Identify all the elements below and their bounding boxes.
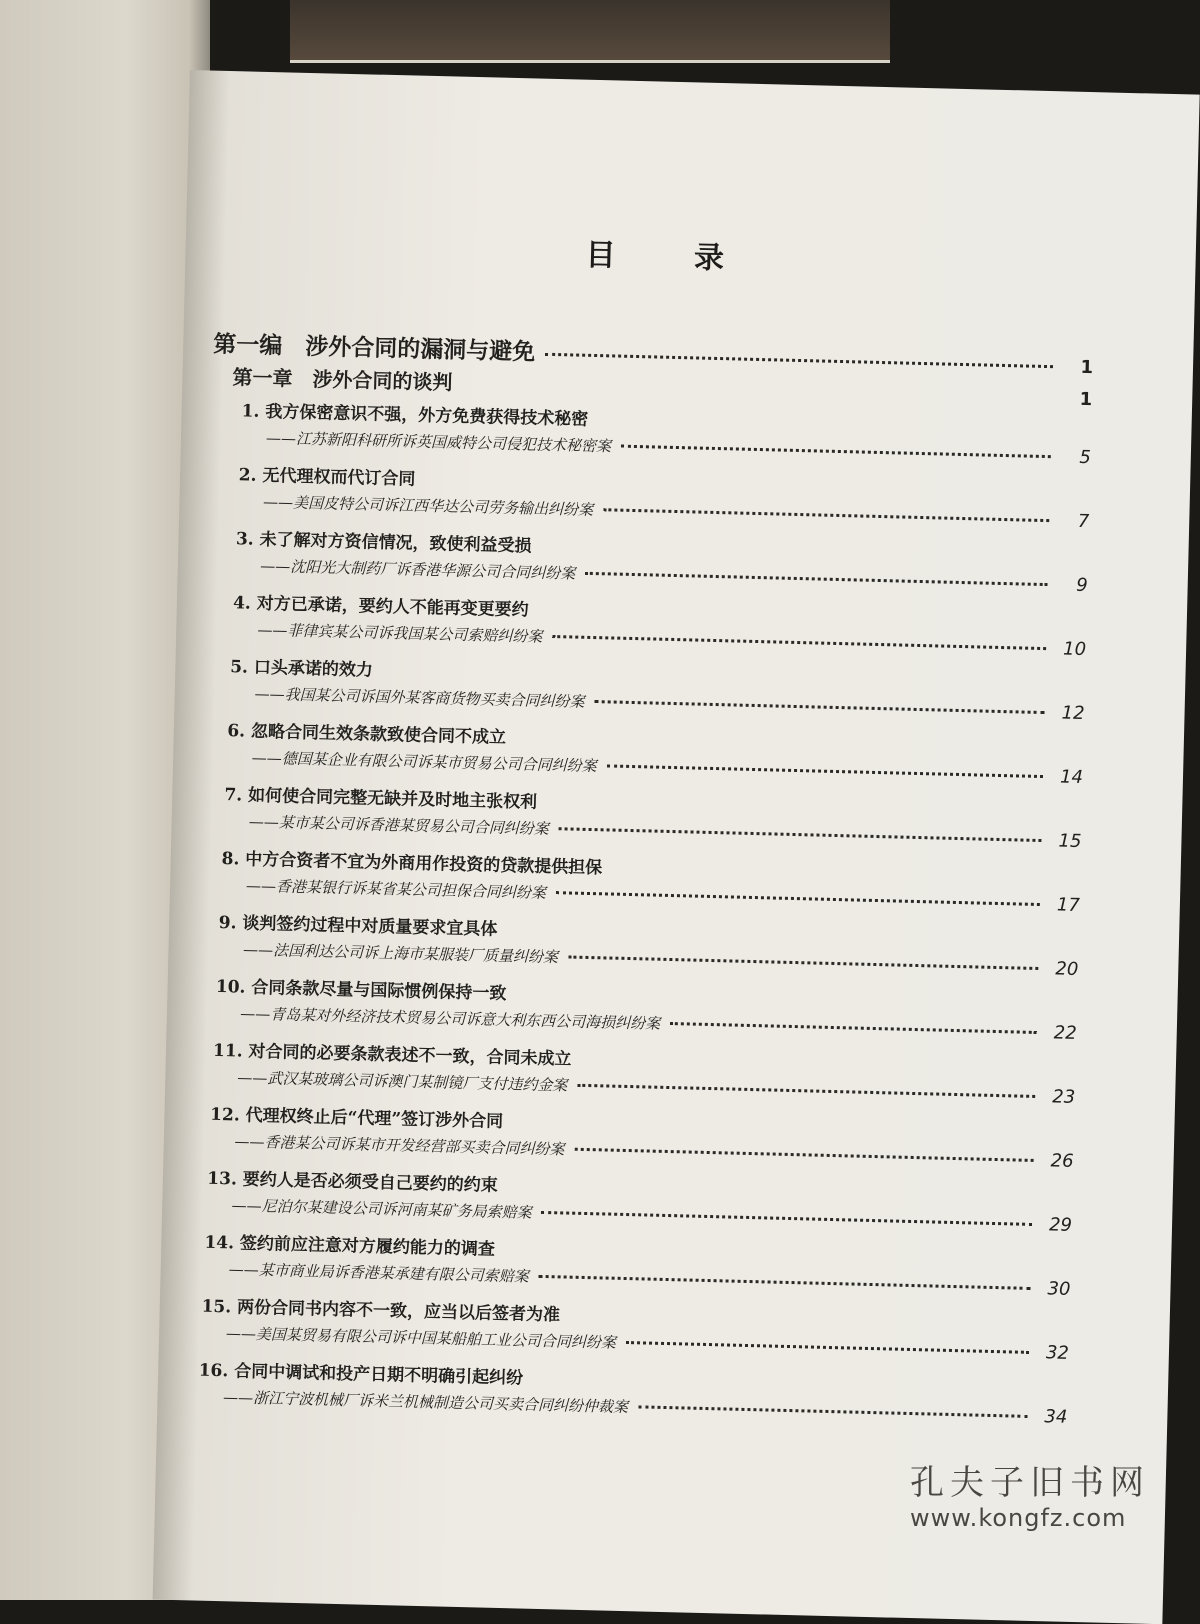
entry-title: 10. 合同条款尽量与国际惯例保持一致 (215, 976, 507, 1005)
entry-page-number: 17 (1056, 894, 1081, 916)
entry-case-line (249, 811, 1082, 852)
entry-title: 9. 谈判签约过程中对质量要求宜具体 (218, 912, 498, 940)
part-label: 第一编 涉外合同的漏洞与避免 (212, 330, 536, 366)
dot-leader (577, 1084, 1035, 1098)
watermark (910, 1455, 1150, 1532)
entry-case: ——菲律宾某公司诉我国某公司索赔纠纷案 (257, 620, 543, 646)
dot-leader (670, 1022, 1037, 1034)
entry-case-line (263, 491, 1090, 532)
entry-case: ——江苏新阳科研所诉英国威特公司侵犯技术秘密案 (265, 428, 612, 456)
entry-page-number: 26 (1050, 1150, 1074, 1172)
dot-leader (626, 1341, 1029, 1354)
entry-title: 3. 未了解对方资信情况，致使利益受损 (235, 529, 532, 557)
entry-page-number: 10 (1062, 638, 1087, 661)
entry-case-line (246, 875, 1080, 916)
entry-case-line (251, 747, 1083, 788)
dot-leader (552, 635, 1046, 650)
background-book (290, 0, 890, 63)
dot-leader (545, 353, 1053, 368)
watermark-name: 孔夫子旧书网 (910, 1463, 1150, 1503)
chapter-page-number: 1 (1079, 388, 1093, 411)
entry-case: ——香港某银行诉某省某公司担保合同纠纷案 (245, 876, 547, 902)
entry-page-number: 14 (1059, 766, 1084, 789)
part-page-number: 1 (1080, 356, 1094, 379)
dot-leader (568, 956, 1038, 970)
entry-case: ——德国某企业有限公司诉某市贸易公司合同纠纷案 (251, 748, 597, 776)
entry-page-number: 32 (1045, 1342, 1070, 1364)
entry-case-line (237, 1066, 1075, 1107)
dot-leader (621, 445, 1051, 459)
dot-leader (462, 383, 1052, 400)
dot-leader (556, 891, 1040, 906)
entry-case: ——武汉某玻璃公司诉澳门某制镜厂支付违约金案 (237, 1068, 568, 1095)
entry-title: 2. 无代理权而代订合同 (238, 465, 416, 490)
entry-page-number: 15 (1058, 830, 1082, 853)
entry-page-number: 5 (1079, 446, 1092, 469)
entry-case-line (223, 1386, 1068, 1428)
entry-title: 6. 忽略合同生效条款致使合同不成立 (227, 721, 507, 748)
entry-page-number: 20 (1055, 958, 1079, 980)
entry-case-line (226, 1322, 1069, 1364)
entry-case: ——尼泊尔某建设公司诉河南某矿务局索赔案 (231, 1196, 532, 1222)
chapter-label: 第一章 涉外合同的谈判 (232, 365, 453, 395)
entry-title: 12. 代理权终止后“代理”签订涉外合同 (209, 1104, 504, 1132)
dot-leader (542, 1211, 1033, 1226)
entry-title: 13. 要约人是否必须受自己要约的约束 (207, 1168, 498, 1196)
entry-title: 15. 两份合同书内容不一致，应当以后签者为准 (201, 1296, 561, 1326)
entry-title: 7. 如何使合同完整无缺并及时地主张权利 (224, 785, 538, 813)
entry-title: 5. 口头承诺的效力 (229, 657, 374, 681)
entry-case-line (260, 555, 1088, 596)
entry-case-line (266, 427, 1091, 468)
entry-case-line (243, 939, 1079, 980)
entry-case-line (254, 683, 1084, 724)
entry-page-number: 22 (1053, 1022, 1077, 1044)
entry-case: ——某市某公司诉香港某贸易公司合同纠纷案 (248, 812, 549, 838)
entry-page-number: 12 (1061, 702, 1085, 725)
watermark-url: www.kongfz.com (910, 1504, 1127, 1532)
entry-case: ——法国利达公司诉上海市某服装厂质量纠纷案 (242, 940, 559, 967)
entry-page-number: 7 (1077, 510, 1090, 533)
entry-case: ——美国某贸易有限公司诉中国某船舶工业公司合同纠纷案 (225, 1324, 617, 1352)
entry-page-number: 34 (1044, 1406, 1068, 1428)
entry-page-number: 29 (1048, 1214, 1073, 1236)
dot-leader (607, 764, 1043, 778)
entry-title: 11. 对合同的必要条款表述不一致，合同未成立 (212, 1040, 572, 1070)
dot-leader (559, 827, 1042, 842)
entry-page-number: 23 (1052, 1086, 1076, 1108)
entry-case: ——某市商业局诉香港某承建有限公司索赔案 (228, 1260, 529, 1286)
entry-page-number: 30 (1047, 1278, 1071, 1300)
entry-case-line (257, 619, 1086, 660)
entry-title: 16. 合同中调试和投产日期不明确引起纠纷 (198, 1360, 524, 1389)
entry-case: ——青岛某对外经济技术贸易公司诉意大利东西公司海损纠纷案 (240, 1004, 661, 1033)
entry-title: 8. 中方合资者不宜为外商用作投资的贷款提供担保 (221, 849, 603, 879)
dot-leader (574, 1148, 1033, 1162)
entry-case-line (240, 1003, 1077, 1044)
entry-case: ——浙江宁波机械厂诉米兰机械制造公司买卖合同纠纷仲裁案 (222, 1388, 629, 1417)
toc-page (153, 70, 1200, 1624)
entry-case: ——香港某公司诉某市开发经营部买卖合同纠纷案 (234, 1132, 565, 1159)
dot-leader (594, 700, 1044, 714)
entry-page-number: 9 (1075, 574, 1088, 597)
dot-leader (539, 1275, 1031, 1290)
dot-leader (603, 508, 1049, 522)
dot-leader (638, 1405, 1027, 1418)
entry-case: ——沈阳光大制药厂诉香港华源公司合同纠纷案 (260, 556, 576, 583)
dot-leader (585, 572, 1048, 586)
entry-case-line (234, 1130, 1074, 1171)
entry-case-line (229, 1258, 1071, 1300)
entry-title: 4. 对方已承诺，要约人不能再变更要约 (232, 593, 529, 621)
entry-case-line (231, 1194, 1072, 1236)
entry-case: ——美国皮特公司诉江西华达公司劳务输出纠纷案 (262, 492, 594, 519)
page-title: 目 录 (585, 237, 759, 277)
entry-title: 1. 我方保密意识不强，外方免费获得技术秘密 (241, 401, 589, 430)
entry-case: ——我国某公司诉国外某客商货物买卖合同纠纷案 (254, 684, 585, 711)
entry-title: 14. 签约前应注意对方履约能力的调查 (204, 1232, 496, 1260)
